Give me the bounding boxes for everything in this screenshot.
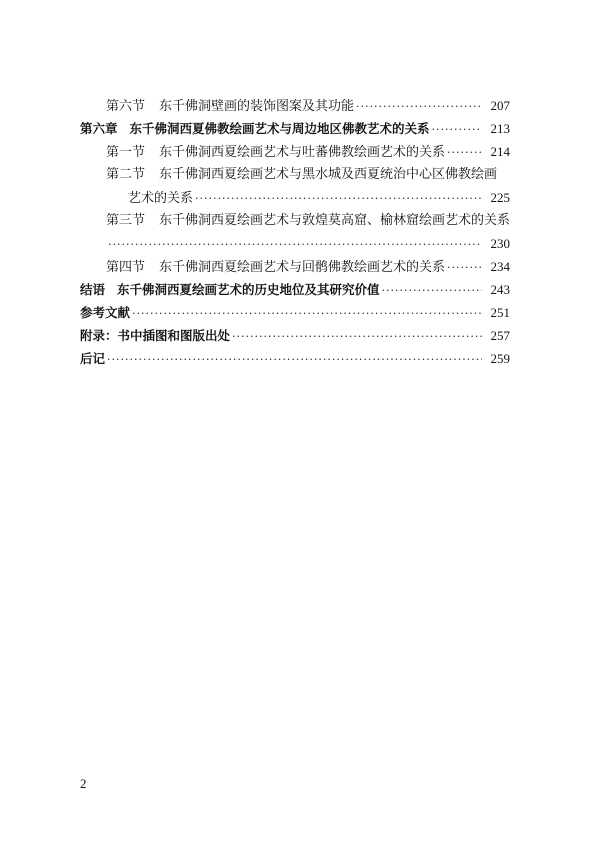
toc-entry-title-continued: 艺术的关系: [128, 191, 194, 206]
toc-entry-page: 225: [490, 190, 510, 205]
toc-entry-label: [80, 117, 430, 140]
toc-entry-title: 东千佛洞西夏绘画艺术与吐蕃佛教绘画艺术的关系: [159, 145, 446, 160]
toc-entry-conclusion[interactable]: [80, 278, 510, 301]
toc-entry-title: 东千佛洞西夏绘画艺术与回鹘佛教绘画艺术的关系: [159, 260, 446, 275]
dot-leader: [195, 187, 482, 210]
toc-entry-title: 东千佛洞西夏绘画艺术的历史地位及其研究价值: [117, 282, 380, 297]
dot-leader: [447, 141, 482, 164]
dot-leader: [447, 256, 482, 279]
toc-entry-chapter-6[interactable]: [80, 117, 510, 140]
toc-entry-label: [106, 95, 354, 118]
toc-entry-title: 东千佛洞壁画的装饰图案及其功能: [159, 99, 355, 114]
toc-entry-section-1[interactable]: [80, 140, 510, 163]
dot-leader: [132, 302, 482, 325]
toc-entry-label: [106, 163, 497, 186]
toc-entry-page: 243: [490, 282, 510, 297]
toc-entry-title: 附录：书中插图和图版出处: [80, 328, 231, 343]
toc-entry-label: [106, 209, 510, 232]
toc-entry-section-6[interactable]: [80, 94, 510, 117]
toc-entry-page: 251: [490, 305, 510, 320]
toc-entry-section-3[interactable]: [80, 209, 510, 232]
toc-entry-number: 第三节: [106, 213, 146, 228]
toc-entry-postscript[interactable]: [80, 347, 510, 370]
toc-entry-label: [106, 256, 445, 279]
table-of-contents: [80, 94, 510, 370]
toc-entry-label: [106, 141, 445, 164]
dot-leader: [107, 348, 482, 371]
page-number: 2: [80, 776, 87, 791]
toc-entry-page: 259: [490, 351, 510, 366]
toc-entry-page: 234: [490, 259, 510, 274]
dot-leader: [382, 279, 482, 302]
toc-entry-title: 东千佛洞西夏绘画艺术与敦煌莫高窟、榆林窟绘画艺术的关系: [159, 213, 511, 228]
dot-leader: [356, 95, 482, 118]
toc-entry-page: 207: [490, 98, 510, 113]
toc-entry-number: 结语: [80, 282, 106, 297]
toc-entry-section-4[interactable]: [80, 255, 510, 278]
dot-leader: [108, 233, 482, 256]
toc-entry-label: [80, 278, 380, 301]
toc-entry-page: 230: [490, 236, 510, 251]
toc-entry-number: 第二节: [106, 167, 146, 182]
toc-entry-page: 213: [490, 121, 510, 136]
toc-entry-references[interactable]: [80, 301, 510, 324]
toc-entry-number: 第四节: [106, 260, 146, 275]
toc-entry-page: 214: [490, 144, 510, 159]
toc-entry-number: 第六节: [106, 99, 146, 114]
toc-entry-section-3-continued[interactable]: [80, 232, 510, 255]
toc-entry-number: 第一节: [106, 145, 146, 160]
dot-leader: [232, 325, 482, 348]
toc-entry-title: 东千佛洞西夏绘画艺术与黑水城及西夏统治中心区佛教绘画: [159, 167, 498, 182]
toc-entry-number: 第六章: [80, 121, 118, 136]
toc-entry-title: 东千佛洞西夏佛教绘画艺术与周边地区佛教艺术的关系: [129, 121, 430, 136]
toc-entry-page: 257: [490, 328, 510, 343]
toc-entry-title: 参考文献: [80, 305, 131, 320]
toc-entry-appendix[interactable]: [80, 324, 510, 347]
toc-entry-title: 后记: [80, 351, 106, 366]
toc-entry-section-2-continued[interactable]: [80, 186, 510, 209]
toc-entry-section-2[interactable]: [80, 163, 510, 186]
dot-leader: [432, 118, 482, 141]
